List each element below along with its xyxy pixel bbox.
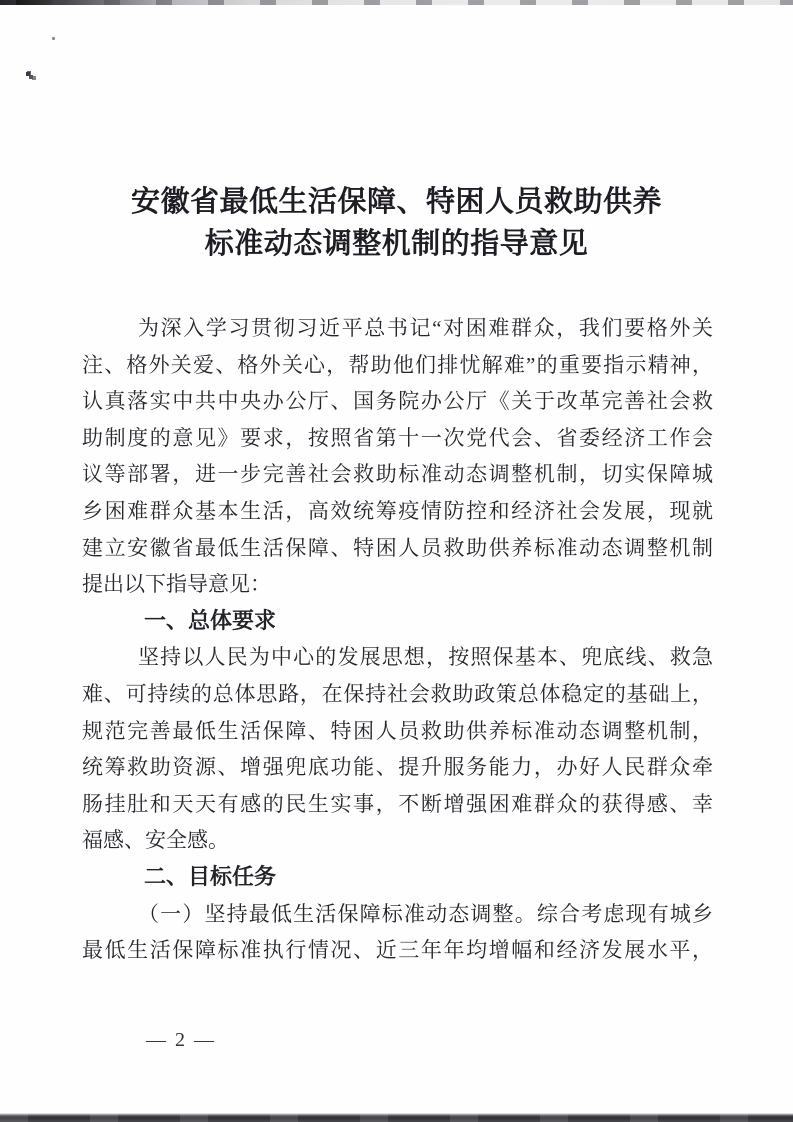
text-line: 规范完善最低生活保障、特困人员救助供养标准动态调整机制， — [82, 718, 713, 743]
text-line: 统筹救助资源、增强兜底功能、提升服务能力，办好人民群众牵 — [82, 755, 713, 780]
scan-artifact-bottom-edge — [0, 1113, 793, 1122]
text-line: 议等部署，进一步完善社会救助标准动态调整机制，切实保障城 — [82, 462, 713, 487]
item-lead-emphasis: （一）坚持最低生活保障标准动态调整。 — [138, 901, 537, 926]
text-line: 肠挂肚和天天有感的民生实事，不断增强困难群众的获得感、幸 — [82, 791, 713, 816]
text-line: 福感、安全感。 — [82, 828, 229, 853]
body-paragraph — [82, 639, 713, 859]
text-line: 为深入学习贯彻习近平总书记“对困难群众，我们要格外关 — [138, 316, 713, 340]
scan-speck — [52, 37, 55, 40]
text-line: 注、格外关爱、格外关心，帮助他们排忧解难”的重要指示精神， — [82, 352, 713, 377]
section-heading: 一、总体要求 — [144, 607, 277, 633]
text-line: 最低生活保障标准执行情况、近三年年均增幅和经济发展水平， — [82, 938, 713, 963]
section-heading: 二、目标任务 — [144, 863, 277, 889]
document-title-line2: 标准动态调整机制的指导意见 — [204, 228, 589, 260]
document-title — [0, 181, 793, 265]
text-line: 建立安徽省最低生活保障、特困人员救助供养标准动态调整机制 — [82, 535, 713, 560]
body-paragraph — [82, 896, 713, 969]
scan-artifact-top-edge — [0, 0, 793, 5]
scan-speck — [26, 72, 30, 76]
page-number: — 2 — — [146, 1029, 216, 1051]
text-line: 坚持以人民为中心的发展思想，按照保基本、兜底线、救急 — [138, 645, 713, 670]
text-line: 认真落实中共中央办公厅、国务院办公厅《关于改革完善社会救 — [82, 389, 713, 414]
document-title-line1: 安徽省最低生活保障、特困人员救助供养 — [130, 186, 662, 218]
body-paragraph — [82, 310, 713, 603]
text-line: 难、可持续的总体思路，在保持社会救助政策总体稳定的基础上， — [82, 681, 713, 706]
text-line: （一）坚持最低生活保障标准动态调整。综合考虑现有城乡 — [138, 901, 713, 926]
document-body — [82, 310, 713, 969]
text-line: 提出以下指导意见： — [82, 572, 271, 597]
text-line: 助制度的意见》要求，按照省第十一次党代会、省委经济工作会 — [82, 425, 713, 450]
text-line: 乡困难群众基本生活，高效统筹疫情防控和经济社会发展，现就 — [82, 498, 713, 523]
